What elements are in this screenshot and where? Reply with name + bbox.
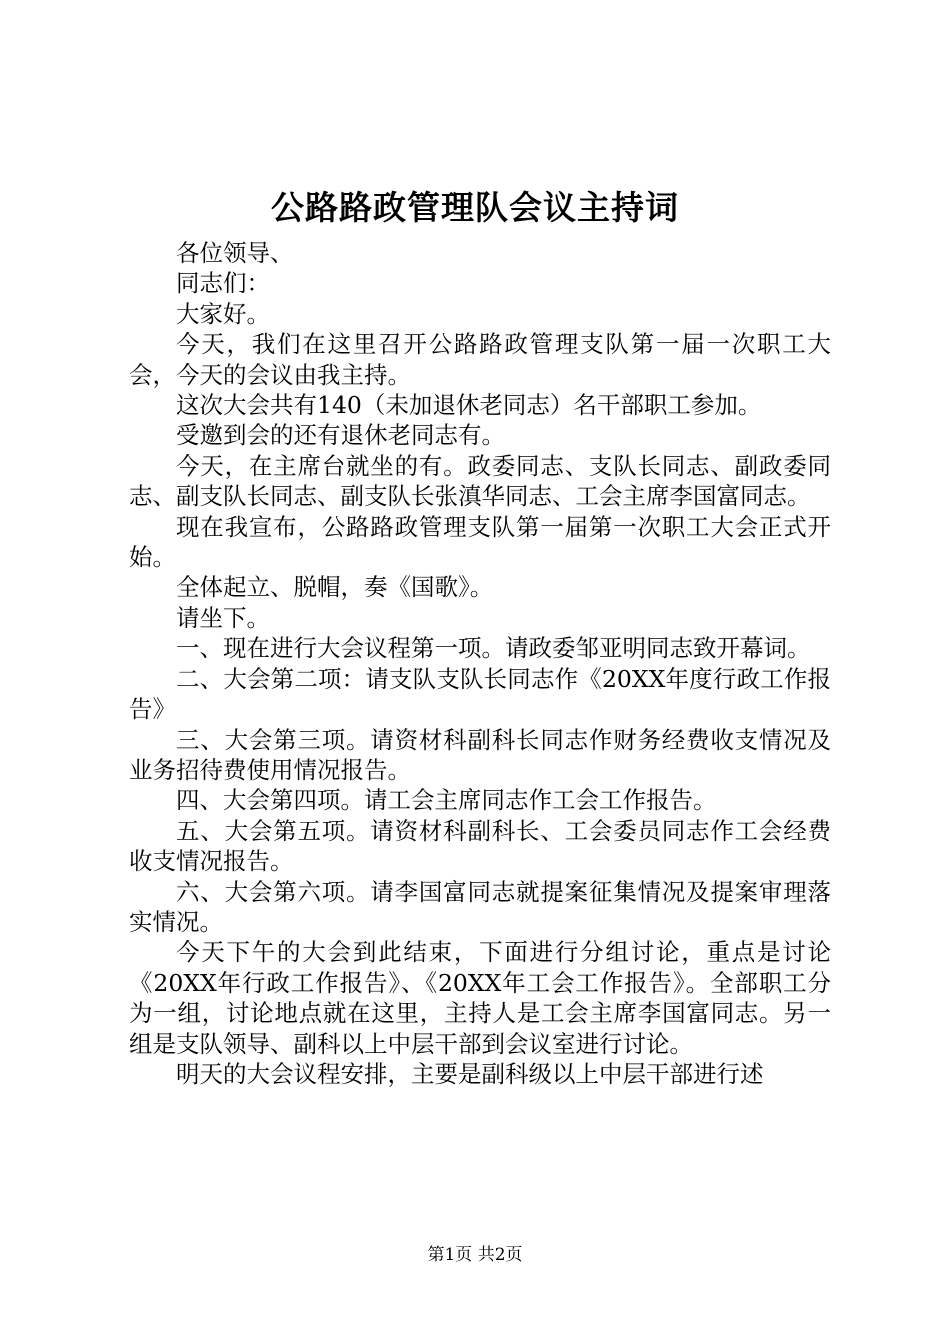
paragraph: 一、现在进行大会议程第一项。请政委邹亚明同志致开幕词。 bbox=[176, 634, 811, 663]
paragraph: 今天，我们在这里召开公路路政管理支队第一届一次职工大会，今天的会议由我主持。 bbox=[129, 330, 831, 389]
paragraph: 今天下午的大会到此结束，下面进行分组讨论，重点是讨论《20XX年行政工作报告》、《20XX年工会工作报告》。全部职工分为一组，讨论地点就在这里，主持人是工会主席李国富同志。另一组是支队领导、副科以上中层干部到会议室进行讨论。 bbox=[129, 938, 831, 1058]
paragraph: 六、大会第六项。请李国富同志就提案征集情况及提案审理落实情况。 bbox=[129, 877, 831, 936]
paragraph: 同志们： bbox=[176, 269, 270, 298]
paragraph: 五、大会第五项。请资材科副科长、工会委员同志作工会经费收支情况报告。 bbox=[129, 816, 831, 876]
paragraph: 三、大会第三项。请资材科副科长同志作财务经费收支情况及业务招待费使用情况报告。 bbox=[129, 725, 831, 784]
paragraph: 大家好。 bbox=[176, 299, 270, 328]
paragraph: 这次大会共有140（未加退休老同志）名干部职工参加。 bbox=[176, 391, 762, 420]
paragraph: 现在我宣布，公路路政管理支队第一届第一次职工大会正式开始。 bbox=[129, 512, 831, 572]
document-body bbox=[129, 238, 831, 1089]
paragraph: 明天的大会议程安排，主要是副科级以上中层干部进行述 bbox=[176, 1059, 764, 1088]
paragraph: 受邀到会的还有退休老同志有。 bbox=[176, 421, 505, 450]
document-title: 公路路政管理队会议主持词 bbox=[271, 188, 679, 227]
page-number-footer: 第1页 共2页 bbox=[427, 1245, 523, 1265]
paragraph: 各位领导、 bbox=[176, 239, 294, 267]
paragraph: 请坐下。 bbox=[176, 603, 270, 632]
paragraph: 二、大会第二项：请支队支队长同志作《20XX年度行政工作报告》 bbox=[129, 664, 831, 724]
paragraph: 今天，在主席台就坐的有。政委同志、支队长同志、副政委同志、副支队长同志、副支队长张滇华同志、工会主席李国富同志。 bbox=[129, 451, 831, 511]
paragraph: 四、大会第四项。请工会主席同志作工会工作报告。 bbox=[176, 786, 717, 815]
paragraph: 全体起立、脱帽，奏《国歌》。 bbox=[176, 573, 494, 602]
